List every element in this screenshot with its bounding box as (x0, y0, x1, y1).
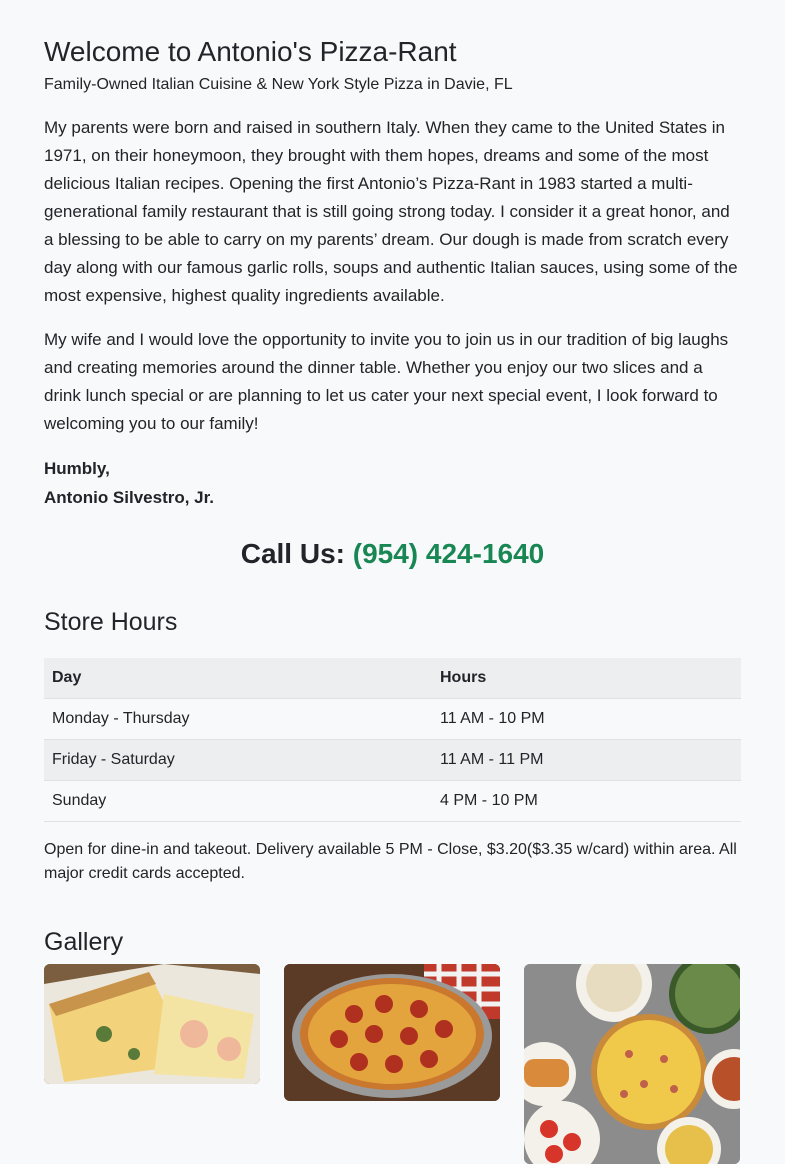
column-header-day: Day (44, 658, 432, 699)
call-label: Call Us: (240, 538, 345, 569)
page-subtitle: Family-Owned Italian Cuisine & New York Style Pizza in Davie, FL (44, 76, 513, 93)
table-row (44, 781, 741, 822)
table-row (44, 699, 741, 740)
story-paragraph-1: My parents were born and raised in southern Italy. When they came to the United States in 1971, on their honeymoon, they brought with them hopes, dreams and some of the most delicious Italian recipes. Opening the first Antonio’s Pizza-Rant in 1983 started a multi-generational family restaurant that is still going strong today. I consider it a great honor, and a blessing to be able to carry on my parents’ dream. Our dough is made from scratch every day along with our famous garlic rolls, soups and authentic Italian sauces, using some of the most expensive, highest quality ingredients available. (44, 118, 738, 305)
gallery-title: Gallery (44, 928, 124, 956)
column-header-hours: Hours (432, 658, 741, 699)
pizza-slices-picture (44, 964, 260, 1084)
gallery (44, 964, 741, 1164)
pepperoni-pizza-picture (284, 964, 500, 1101)
owner-story (44, 114, 741, 438)
gallery-image-italian-spread[interactable] (524, 964, 740, 1164)
store-hours-table (44, 658, 741, 822)
gallery-image-pizza-slices[interactable] (44, 964, 260, 1084)
hours-cell: 11 AM - 10 PM (432, 699, 741, 740)
table-row (44, 740, 741, 781)
call-us (44, 536, 741, 572)
day-cell: Friday - Saturday (44, 740, 432, 781)
main-content (44, 0, 741, 1164)
signoff-greeting: Humbly, (44, 459, 110, 478)
signoff-name: Antonio Silvestro, Jr. (44, 488, 215, 507)
service-note: Open for dine-in and takeout. Delivery available 5 PM - Close, $3.20($3.35 w/card) within area. All major credit cards accepted. (44, 841, 737, 882)
hours-cell: 4 PM - 10 PM (432, 781, 741, 822)
signoff (44, 454, 741, 512)
gallery-image-pepperoni-pizza[interactable] (284, 964, 500, 1101)
page-title: Welcome to Antonio's Pizza-Rant (44, 36, 457, 67)
table-header-row (44, 658, 741, 699)
hours-cell: 11 AM - 11 PM (432, 740, 741, 781)
store-hours-title: Store Hours (44, 608, 178, 636)
day-cell: Sunday (44, 781, 432, 822)
italian-spread-picture (524, 964, 740, 1164)
story-paragraph-2: My wife and I would love the opportunity to invite you to join us in our tradition of big laughs and creating memories around the dinner table. Whether you enjoy our two slices and a drink lunch special or are planning to let us cater your next special event, I look forward to welcoming you to our family! (44, 330, 729, 433)
phone-link[interactable]: (954) 424-1640 (352, 538, 545, 569)
day-cell: Monday - Thursday (44, 699, 432, 740)
